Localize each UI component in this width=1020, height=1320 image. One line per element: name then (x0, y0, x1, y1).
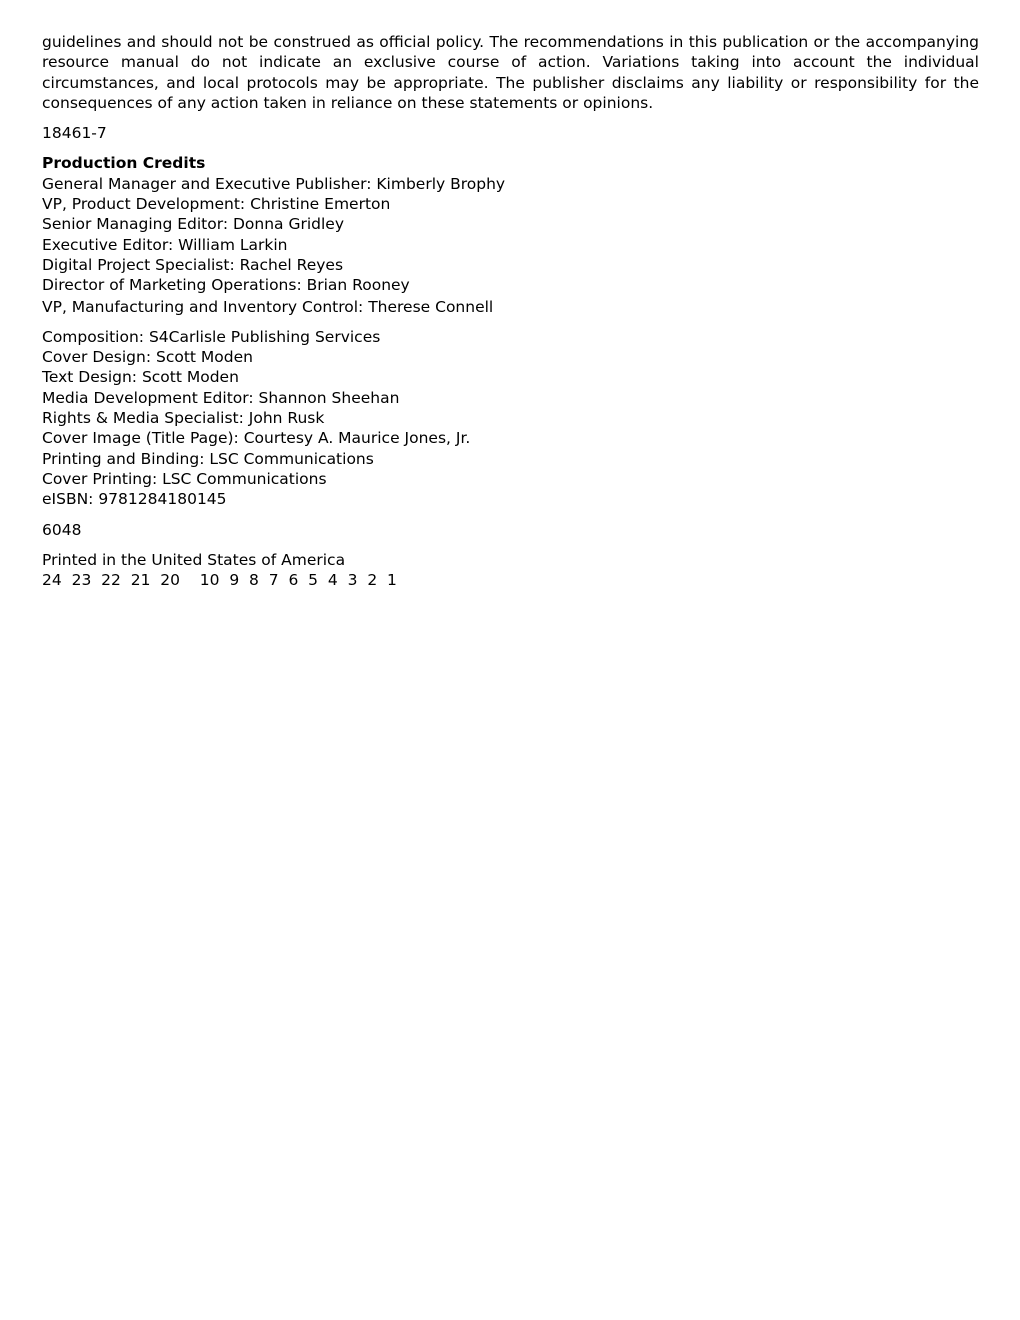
printed-in-line: Printed in the United States of America (42, 550, 346, 569)
production-credits (42, 153, 979, 316)
credit-line: Cover Image (Title Page): Courtesy A. Maurice Jones, Jr. (42, 429, 471, 448)
credit-line: VP, Manufacturing and Inventory Control: Therese Connell (42, 297, 494, 316)
credit-line: Cover Design: Scott Moden (42, 348, 253, 367)
printing-info (42, 550, 979, 591)
credit-line: VP, Product Development: Christine Emerton (42, 195, 391, 214)
isbn-line: eISBN: 9781284180145 (42, 490, 227, 509)
credit-line: Composition: S4Carlisle Publishing Services (42, 327, 381, 346)
credit-line: Text Design: Scott Moden (42, 368, 239, 387)
credit-line: Rights & Media Specialist: John Rusk (42, 409, 325, 428)
print-code: 6048 (42, 520, 82, 539)
production-services (42, 327, 979, 510)
credit-line: Executive Editor: William Larkin (42, 235, 288, 254)
credit-line: Digital Project Specialist: Rachel Reyes (42, 255, 344, 274)
credits-heading: Production Credits (42, 154, 206, 173)
job-number: 18461-7 (42, 124, 107, 143)
printing-number-line: 24 23 22 21 20 10 9 8 7 6 5 4 3 2 1 (42, 571, 397, 590)
credit-line: Senior Managing Editor: Donna Gridley (42, 215, 345, 234)
disclaimer-paragraph: guidelines and should not be construed as official policy. The recommendations in this publication or the accompanying resource manual do not indicate an exclusive course of action. Variations taking into account the individual circumstances, and local protocols may be appropriate. The publisher disclaims any liability or responsibility for the consequences of any action taken in reliance on these statements or opinions. (42, 33, 979, 112)
credit-line: Media Development Editor: Shannon Sheehan (42, 388, 400, 407)
credit-line: Cover Printing: LSC Communications (42, 469, 327, 488)
credit-line: Director of Marketing Operations: Brian Rooney (42, 276, 410, 295)
copyright-page (42, 32, 979, 590)
credit-line: General Manager and Executive Publisher: Kimberly Brophy (42, 174, 506, 193)
credit-line: Printing and Binding: LSC Communications (42, 449, 374, 468)
